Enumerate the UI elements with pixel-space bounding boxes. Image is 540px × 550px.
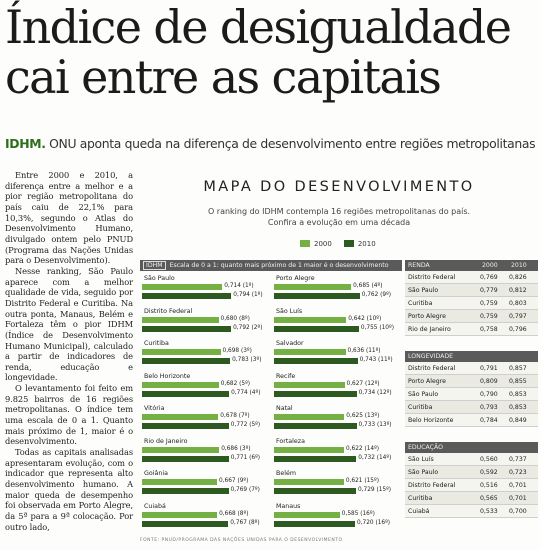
bar-value-label: 0,667 (9º) [219, 478, 249, 484]
table-cell-2010: 0,857 [509, 365, 527, 372]
table-cell-2010: 0,855 [509, 378, 527, 385]
table-cell-2000: 0,791 [480, 365, 498, 372]
table-cell-2010: 0,701 [509, 495, 527, 502]
bar-value-label: 0,585 (16º) [341, 510, 375, 517]
bar-2010 [142, 358, 230, 364]
bar-2000 [142, 284, 222, 290]
bar-value-label: 0,621 (15º) [345, 478, 379, 484]
bar-2010 [274, 488, 356, 494]
bar-row [274, 520, 399, 528]
table-row [405, 505, 538, 518]
table-row [405, 414, 538, 427]
bar-2000 [274, 349, 346, 355]
table-cell-2000: 0,759 [480, 313, 498, 320]
city-name: Vitória [144, 405, 165, 412]
bar-2000 [142, 349, 221, 355]
city-bar-group [274, 470, 399, 497]
bar-2000 [142, 512, 217, 518]
city-bar-group [274, 405, 399, 432]
table-row [405, 388, 538, 401]
bar-row [274, 348, 399, 356]
bar-2000 [274, 382, 345, 388]
city-name: Cuiabá [144, 502, 166, 510]
table-row [405, 401, 538, 414]
bar-row [274, 316, 399, 324]
source-note: FONTE: PNUD/PROGRAMA DAS NAÇÕES UNIDAS PARA O DESENVOLVIMENTO [140, 538, 343, 543]
city-bar-group [142, 275, 267, 302]
bar-value-label: 0,680 (8º) [220, 315, 250, 322]
table-cell-2000: 0,793 [480, 404, 498, 411]
bar-row [274, 381, 399, 389]
bar-row [142, 357, 267, 365]
bar-value-label: 0,682 (5º) [220, 380, 251, 387]
city-bar-group [274, 308, 399, 335]
bar-2000 [142, 317, 219, 323]
city-name: Goiânia [144, 470, 168, 477]
table-row [405, 479, 538, 492]
city-bar-group [274, 503, 399, 530]
bar-2000 [274, 414, 344, 420]
table-cell-2010: 0,853 [509, 391, 527, 398]
chart-legend [300, 238, 376, 250]
infographic-subtitle [140, 206, 538, 228]
column-header-2000: 2000 [482, 262, 498, 269]
bar-2010 [142, 391, 229, 397]
bar-2000 [274, 512, 340, 518]
bar-value-label: 0,685 (4º) [353, 283, 383, 289]
bar-2000 [274, 479, 344, 485]
bar-2000 [274, 317, 346, 323]
infographic-title: MAPA DO DESENVOLVIMENTO [203, 179, 475, 195]
legend-swatch-icon [300, 240, 310, 247]
bar-2000 [274, 447, 344, 453]
table-cell-2000: 0,565 [480, 495, 498, 502]
table-cell-2010: 0,812 [509, 287, 527, 294]
bar-2000 [142, 479, 217, 485]
table-section-header [405, 260, 538, 271]
city-name: Manaus [276, 502, 301, 510]
bar-value-label: 0,794 (1º) [233, 292, 263, 298]
city-bar-group [142, 405, 267, 432]
bar-row [142, 446, 267, 454]
infographic-subtitle-line: Confira a evolução em uma década [267, 218, 411, 227]
bar-2000 [142, 414, 218, 420]
bar-value-label: 0,774 (4º) [231, 389, 261, 396]
subhead-text: ONU aponta queda na diferença de desenvolvimento entre regiões metropolitanas [45, 136, 536, 151]
bar-2010 [274, 423, 357, 429]
table-cell-2000: 0,533 [480, 508, 498, 515]
bar-row [274, 283, 399, 291]
legend-label: 2010 [357, 240, 376, 248]
bar-row [142, 316, 267, 324]
bar-row [274, 390, 399, 398]
city-bar-group [142, 373, 267, 400]
bar-row [274, 446, 399, 454]
bar-2010 [142, 521, 228, 527]
table-cell-name: Rio de Janeiro [408, 326, 451, 333]
bar-row [142, 292, 267, 300]
bar-row [274, 357, 399, 365]
table-cell-2000: 0,790 [480, 391, 498, 398]
city-name: Recife [276, 372, 296, 380]
bar-value-label: 0,734 (12º) [358, 389, 392, 396]
table-row [405, 297, 538, 310]
column-header-2010: 2010 [511, 262, 527, 269]
bar-row [274, 413, 399, 421]
city-name: Belo Horizonte [144, 372, 191, 380]
table-row [405, 323, 538, 336]
bar-value-label: 0,772 (5º) [230, 422, 261, 428]
bar-2010 [142, 423, 229, 429]
bar-2000 [274, 284, 351, 290]
legend-swatch-icon [344, 240, 354, 247]
bar-row [142, 487, 267, 495]
table-cell-2000: 0,809 [480, 378, 498, 385]
table-cell-2000: 0,516 [480, 482, 498, 489]
article-body [5, 170, 133, 532]
table-cell-2000: 0,759 [480, 300, 498, 307]
city-name: Belém [276, 470, 296, 477]
bar-2010 [274, 456, 356, 462]
city-name: Natal [276, 405, 293, 412]
table-row [405, 453, 538, 466]
table-cell-name: São Paulo [408, 469, 439, 476]
city-name: Rio de Janeiro [144, 437, 188, 445]
table-cell-2010: 0,849 [509, 417, 527, 424]
bar-row [274, 455, 399, 463]
subhead-kicker: IDHM. [5, 136, 46, 151]
bar-2010 [274, 391, 357, 397]
table-cell-name: Porto Alegre [408, 378, 446, 385]
table-cell-name: Belo Horizonte [408, 417, 454, 424]
table-cell-name: São Luís [408, 456, 434, 463]
city-bar-group [274, 340, 399, 367]
city-bar-group [142, 470, 267, 497]
table-cell-name: Distrito Federal [408, 274, 456, 281]
bar-value-label: 0,678 (7º) [220, 413, 250, 419]
city-name: Salvador [276, 340, 304, 347]
legend-item-2010 [344, 240, 376, 248]
bar-row [142, 520, 267, 528]
table-cell-name: Curitiba [408, 495, 433, 502]
scale-note [140, 260, 402, 271]
bar-row [142, 511, 267, 519]
bar-row [142, 390, 267, 398]
bar-value-label: 0,729 (15º) [358, 487, 392, 493]
bar-row [274, 487, 399, 495]
table-section-header [405, 351, 538, 362]
bar-row [142, 455, 267, 463]
table-row [405, 284, 538, 297]
bar-2000 [142, 447, 219, 453]
bar-value-label: 0,627 (12º) [346, 380, 380, 387]
subheadline [5, 136, 535, 151]
table-section [405, 260, 538, 336]
bar-2010 [274, 358, 358, 364]
table-cell-2010: 0,701 [509, 482, 527, 489]
table-row [405, 466, 538, 479]
city-name: Curitiba [144, 340, 169, 347]
table-cell-name: Distrito Federal [408, 365, 456, 372]
bar-row [274, 292, 399, 300]
city-bar-group [142, 438, 267, 465]
bar-2010 [274, 521, 355, 527]
city-bar-group [274, 373, 399, 400]
table-section [405, 442, 538, 518]
bar-row [274, 422, 399, 430]
table-cell-2010: 0,737 [509, 456, 527, 463]
bar-value-label: 0,769 (7º) [230, 487, 260, 493]
city-name: Distrito Federal [144, 307, 193, 315]
bar-2000 [142, 382, 219, 388]
table-cell-2010: 0,796 [509, 326, 527, 333]
bar-value-label: 0,755 (10º) [360, 324, 394, 331]
table-cell-2010: 0,826 [509, 274, 527, 281]
bar-value-label: 0,625 (13º) [346, 413, 380, 419]
bar-row [274, 478, 399, 486]
article-paragraph: Entre 2000 e 2010, a diferença entre a melhor e a pior região metropolitana do país caiu de 22,1% para 10,3%, segundo o Atlas do Desenvolvimento Humano, divulgado ontem pelo PNUD (Programa das Nações Unidas para o Desenvolvimento). [5, 170, 133, 266]
bar-value-label: 0,714 (1º) [224, 283, 254, 289]
city-name: Porto Alegre [276, 275, 315, 282]
bar-2010 [142, 456, 229, 462]
article-paragraph: O levantamento foi feito em 9.825 bairros de 16 regiões metropolitanas. O índice tem uma escala de 0 a 1. Quanto mais próximo de 1, maior é o desenvolvimento. [5, 383, 133, 447]
bar-value-label: 0,636 (11º) [347, 348, 381, 354]
table-cell-2000: 0,592 [480, 469, 498, 476]
bar-row [142, 381, 267, 389]
table-cell-2010: 0,723 [509, 469, 527, 476]
bar-value-label: 0,783 (3º) [232, 357, 262, 363]
table-section-header [405, 442, 538, 453]
scale-tag: IDHM [143, 261, 166, 270]
section-title: RENDA [408, 262, 430, 269]
city-bar-group [142, 503, 267, 530]
table-cell-name: Distrito Federal [408, 482, 456, 489]
infographic [140, 172, 538, 548]
legend-label: 2000 [314, 240, 332, 248]
table-section [405, 351, 538, 427]
section-title: EDUCAÇÃO [408, 444, 443, 451]
bar-row [142, 325, 267, 333]
table-cell-2010: 0,803 [509, 300, 527, 307]
bar-value-label: 0,698 (3º) [222, 348, 252, 354]
table-row [405, 310, 538, 323]
bar-value-label: 0,743 (11º) [359, 357, 393, 363]
city-bar-group [142, 308, 267, 335]
bar-2010 [274, 293, 360, 299]
table-row [405, 375, 538, 388]
bar-value-label: 0,762 (9º) [361, 292, 392, 298]
legend-item-2000 [300, 240, 332, 248]
bar-value-label: 0,767 (8º) [230, 519, 260, 526]
city-name: São Luís [276, 307, 303, 315]
table-row [405, 362, 538, 375]
table-row [405, 492, 538, 505]
headline: Índice de desigualdade cai entre as capitais [5, 0, 511, 104]
table-cell-2010: 0,700 [509, 508, 527, 515]
bar-value-label: 0,622 (14º) [346, 445, 380, 452]
bar-value-label: 0,732 (14º) [358, 454, 392, 461]
bar-row [142, 348, 267, 356]
bar-value-label: 0,733 (13º) [358, 422, 392, 428]
table-cell-name: Curitiba [408, 300, 433, 307]
table-cell-2010: 0,853 [509, 404, 527, 411]
bar-row [142, 283, 267, 291]
bar-value-label: 0,720 (16º) [357, 519, 391, 526]
table-cell-2000: 0,560 [480, 456, 498, 463]
bar-value-label: 0,792 (2º) [233, 324, 263, 331]
table-cell-2010: 0,797 [509, 313, 527, 320]
table-cell-name: Curitiba [408, 404, 433, 411]
bar-row [142, 422, 267, 430]
city-name: Fortaleza [276, 437, 305, 445]
table-cell-name: São Paulo [408, 287, 439, 294]
bar-row [142, 413, 267, 421]
article-paragraph: Todas as capitais analisadas apresentaram evolução, com o indicador que representa alto desenvolvimento humano. A maior queda de desempenho foi observada em Porto Alegre, da 5ª para a 9ª colocação. Por outro lado, [5, 447, 133, 532]
table-cell-name: Porto Alegre [408, 313, 446, 320]
table-cell-2000: 0,758 [480, 326, 498, 333]
city-bar-group [274, 438, 399, 465]
table-cell-2000: 0,769 [480, 274, 498, 281]
article-paragraph: Nesse ranking, São Paulo aparece com a melhor qualidade de vida, seguido por Distrito Federal e Curitiba. Na outra ponta, Manaus, Belém e Fortaleza têm o pior IDHM (Índice de Desenvolvimento Humano Municipal), calculado a partir de indicadores de renda, educação e longevidade. [5, 265, 133, 383]
scale-text: Escala de 0 a 1: quanto mais próximo de 1 maior é o desenvolvimento [169, 262, 389, 269]
bar-row [274, 511, 399, 519]
table-cell-2000: 0,779 [480, 287, 498, 294]
bar-value-label: 0,668 (8º) [219, 510, 249, 517]
bar-value-label: 0,642 (10º) [348, 315, 382, 322]
section-title: LONGEVIDADE [408, 353, 454, 360]
table-row [405, 271, 538, 284]
bar-value-label: 0,771 (6º) [230, 454, 261, 461]
table-cell-name: Cuiabá [408, 508, 430, 515]
bar-row [142, 478, 267, 486]
city-bar-group [142, 340, 267, 367]
bar-2010 [274, 326, 359, 332]
city-name: São Paulo [144, 275, 175, 282]
bar-2010 [142, 293, 231, 299]
table-cell-2000: 0,784 [480, 417, 498, 424]
bar-2010 [142, 488, 229, 494]
bar-2010 [142, 326, 231, 332]
infographic-subtitle-line: O ranking do IDHM contempla 16 regiões metropolitanas do país. [207, 207, 471, 216]
bar-row [274, 325, 399, 333]
city-bar-group [274, 275, 399, 302]
table-cell-name: São Paulo [408, 391, 439, 398]
bar-value-label: 0,686 (3º) [221, 445, 251, 452]
